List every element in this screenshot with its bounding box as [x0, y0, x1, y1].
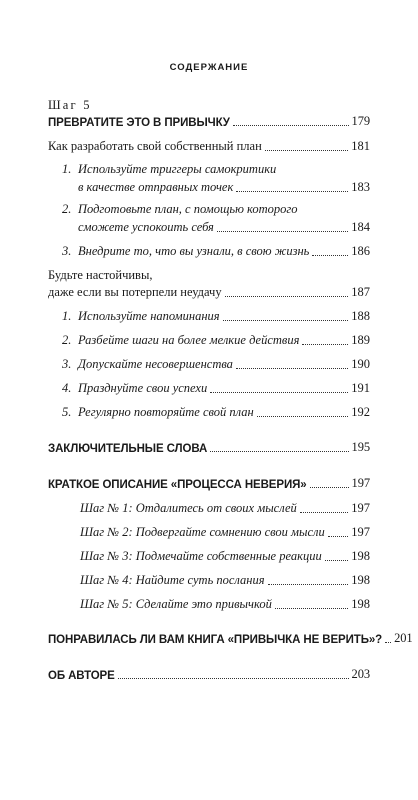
- toc-entry-title-cont: в качестве отправных точек: [78, 180, 234, 194]
- leader-dots: [118, 677, 349, 679]
- leader-dots: [268, 583, 349, 585]
- toc-entry-title: Шаг № 1: Отдалитесь от своих мыслей: [80, 501, 297, 515]
- leader-dots: [236, 367, 348, 369]
- toc-entry-title: Используйте напоминания: [78, 309, 220, 323]
- toc-entry[interactable]: [80, 501, 370, 516]
- toc-entry[interactable]: [80, 597, 370, 612]
- toc-entry[interactable]: [62, 202, 370, 235]
- toc-entry-page: 181: [351, 139, 370, 153]
- toc-entry-page: 198: [351, 549, 370, 563]
- toc-entry-page: 179: [351, 114, 370, 128]
- leader-dots: [236, 190, 348, 192]
- toc-entry-title: Разбейте шаги на более мелкие действия: [78, 333, 300, 347]
- toc-entry-title: ПОНРАВИЛАСЬ ЛИ ВАМ КНИГА «ПРИВЫЧКА НЕ ВЕРИТЬ»?: [48, 634, 383, 646]
- toc-entry[interactable]: [62, 381, 370, 396]
- toc-entry[interactable]: [62, 244, 370, 259]
- toc-entry-title: Используйте триггеры самокритики: [78, 162, 277, 176]
- toc-entry-number: 2.: [62, 202, 72, 216]
- leader-dots: [210, 450, 348, 452]
- toc-entry-number: 4.: [62, 381, 72, 395]
- leader-dots: [210, 391, 348, 393]
- toc-entry-page: 197: [351, 525, 370, 539]
- toc-entry-page: 183: [351, 180, 370, 194]
- toc-entry[interactable]: [62, 405, 370, 420]
- toc-entry[interactable]: [48, 631, 413, 646]
- toc-entry-title: Внедрите то, что вы узнали, в свою жизнь: [78, 244, 310, 258]
- step-label: Шаг 5: [48, 98, 92, 112]
- toc-entry[interactable]: [62, 309, 370, 324]
- toc-entry-page: 201: [394, 631, 413, 645]
- toc-entry-page: 197: [351, 501, 370, 515]
- toc-entry-page: 190: [351, 357, 370, 371]
- toc-entry-page: 188: [351, 309, 370, 323]
- toc-entry-page: 198: [351, 573, 370, 587]
- leader-dots: [300, 511, 348, 513]
- toc-entry[interactable]: [48, 440, 370, 455]
- leader-dots: [225, 295, 349, 297]
- toc-entry[interactable]: [62, 333, 370, 348]
- toc-entry[interactable]: [48, 268, 370, 300]
- leader-dots: [325, 559, 349, 561]
- leader-dots: [310, 486, 349, 488]
- toc-entry-number: 1.: [62, 309, 72, 323]
- toc-entry-number: 1.: [62, 162, 72, 176]
- toc-entry-title: Подготовьте план, с помощью которого: [78, 202, 298, 216]
- toc-entry[interactable]: [80, 525, 370, 540]
- toc-entry-page: 198: [351, 597, 370, 611]
- leader-dots: [328, 535, 349, 537]
- toc-entry-title-cont: сможете успокоить себя: [78, 220, 214, 234]
- toc-entry-page: 189: [351, 333, 370, 347]
- toc-entry-number: 5.: [62, 405, 72, 419]
- toc-entry-page: 197: [351, 476, 370, 490]
- leader-dots: [312, 254, 348, 256]
- toc-entry[interactable]: [62, 162, 370, 195]
- toc-entry-title-cont: даже если вы потерпели неудачу: [48, 285, 222, 299]
- toc-entry[interactable]: [80, 573, 370, 588]
- toc-entry-title: Празднуйте свои успехи: [78, 381, 208, 395]
- toc-entry-title: КРАТКОЕ ОПИСАНИЕ «ПРОЦЕССА НЕВЕРИЯ»: [48, 479, 307, 491]
- toc-entry[interactable]: [48, 139, 370, 154]
- toc-entry-page: 192: [351, 405, 370, 419]
- toc-entry[interactable]: [48, 476, 370, 491]
- toc-entry-title: Регулярно повторяйте свой план: [78, 405, 254, 419]
- toc-entry-number: 2.: [62, 333, 72, 347]
- toc-heading: СОДЕРЖАНИЕ: [169, 62, 249, 73]
- toc-entry[interactable]: [80, 549, 370, 564]
- toc-entry-page: 203: [351, 667, 370, 681]
- toc-entry-page: 191: [351, 381, 370, 395]
- toc-entry-title: ЗАКЛЮЧИТЕЛЬНЫЕ СЛОВА: [48, 443, 208, 455]
- toc-entry-page: 186: [351, 244, 370, 258]
- leader-dots: [275, 607, 348, 609]
- toc-entry-title: Шаг № 2: Подвергайте сомнению свои мысли: [80, 525, 325, 539]
- toc-entry-title: Допускайте несовершенства: [78, 357, 233, 371]
- toc-entry-title: Шаг № 3: Подмечайте собственные реакции: [80, 549, 322, 563]
- toc-entry-page: 195: [351, 440, 370, 454]
- toc-entry-title: Как разработать свой собственный план: [48, 139, 262, 153]
- toc-entry-title: ПРЕВРАТИТЕ ЭТО В ПРИВЫЧКУ: [48, 117, 230, 129]
- toc-entry-title: ОБ АВТОРЕ: [48, 670, 115, 682]
- toc-entry[interactable]: [62, 357, 370, 372]
- leader-dots: [302, 343, 348, 345]
- toc-entry-title: Шаг № 4: Найдите суть послания: [80, 573, 265, 587]
- toc-entry-page: 187: [351, 285, 370, 299]
- toc-entry[interactable]: [48, 114, 370, 129]
- leader-dots: [265, 149, 348, 151]
- toc-entry-number: 3.: [62, 244, 72, 258]
- toc-entry-page: 184: [351, 220, 370, 234]
- leader-dots: [257, 415, 349, 417]
- leader-dots: [223, 319, 349, 321]
- leader-dots: [385, 641, 391, 643]
- toc-entry-title: Шаг № 5: Сделайте это привычкой: [80, 597, 272, 611]
- leader-dots: [217, 230, 348, 232]
- leader-dots: [233, 124, 349, 126]
- toc-entry[interactable]: [48, 667, 370, 682]
- toc-entry-number: 3.: [62, 357, 72, 371]
- toc-entry-title: Будьте настойчивы,: [48, 268, 153, 282]
